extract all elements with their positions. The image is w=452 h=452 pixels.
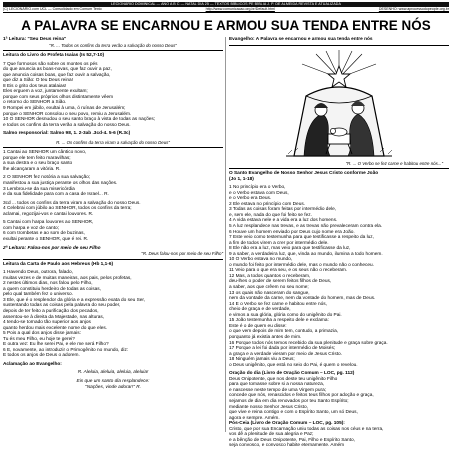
- text-line: agora e sempre. Amém.: [229, 415, 280, 421]
- text-line: que vive e reina contigo e com o Espírito Santo, um só Deus,: [229, 410, 358, 416]
- section-heading: 2ª Leitura: Falou-nos por meio de seu Filho: [3, 245, 101, 251]
- text-line: "Nações, vinde adorar!" R.: [85, 384, 141, 390]
- text-line: Cristo, que por sua Encarnação uniu todas as coisas nos céus e na terra,: [229, 426, 384, 432]
- text-line: 6 Houve um homem enviado por Deus cujo nome era João.: [229, 229, 355, 235]
- section-divider: [3, 50, 223, 51]
- text-line: 1 No princípio era o Verbo,: [229, 185, 286, 191]
- text-line: porquanto já existia antes de mim.: [229, 334, 302, 340]
- section-heading: Leitura da Carta de Paulo aos Hebreus (Hb 1,1-6): [3, 261, 114, 267]
- text-line: vos dê a plenitude de sua alegria e Paz;: [229, 432, 314, 438]
- text-line: "R. Deus falou-nos por meio de seu Filho": [141, 251, 223, 257]
- section-heading: Evangelho: A Palavra se encarnou e armou sua tenda entre nós: [229, 37, 373, 42]
- header-subline: [3, 7, 449, 13]
- text-line: R. Aleluia, aleluia, aleluia, aleluia!: [77, 370, 149, 376]
- text-line: e, sem ele, nada do que foi feito se fez.: [229, 212, 312, 218]
- page-title: A PALAVRA SE ENCARNOU E ARMOU SUA TENDA ENTRE NÓS: [21, 18, 431, 33]
- text-line: a fim de todos virem a crer por intermédio dele.: [229, 240, 329, 246]
- text-line: concede que nós, renascidos e feitos teus filhos por adoção e graça,: [229, 393, 374, 399]
- text-line: 3cd ... todos os confins da terra viram a salvação do nosso Deus.: [3, 200, 141, 206]
- section-heading: 1ª Leitura: "Seu Deus reina": [3, 37, 67, 42]
- section-heading: Aclamação ao Evangelho:: [3, 361, 62, 367]
- text-line: 13 os quais não nasceram do sangue,: [229, 290, 310, 296]
- text-line: e a bênção de Deus Onipotente, Pai, Filho e Espírito Santo,: [229, 437, 355, 443]
- text-line: quanto herdou mais excelente nome do que eles.: [3, 325, 108, 331]
- text-line: 6 com trombetas e ao som de buzinas,: [3, 231, 85, 237]
- text-line: mediante nosso Senhor Jesus Cristo,: [229, 404, 308, 410]
- text-line: 4 Celebrai com júbilo ao SENHOR, todos os confins da terra;: [3, 206, 132, 212]
- text-line: 5 Pois a qual dos anjos disse jamais:: [3, 331, 81, 337]
- text-line: 8 Eis o grito dos teus atalaias!: [3, 83, 67, 89]
- text-line: 3 Todas as coisas foram feitas por intermédio dele,: [229, 207, 337, 213]
- text-line: 16 Porque todos nós temos recebido da sua plenitude e graça sobre graça.: [229, 340, 388, 346]
- header-credit: (C) LECIONÁRIO.com UCL — Consolidado em Comum Texto: [3, 7, 102, 11]
- text-line: a quem constituiu herdeiro de todas as coisas,: [3, 286, 101, 292]
- text-line: 1 Havendo Deus, outrora, falado,: [3, 270, 73, 276]
- text-line: e vimos a sua glória, glória como do unigênito do Pai.: [229, 312, 342, 318]
- text-line: 11 Veio para o que era seu, e os seus não o receberam.: [229, 268, 348, 274]
- section-heading: Pós-Ceia (Livro de Oração Comum – LOC, pg. 105):: [229, 421, 345, 427]
- text-line: 7 Que formosos são sobre os montes os pés: [3, 61, 98, 67]
- text-line: 4 tendo-se tornado tão superior aos anjos: [3, 320, 91, 326]
- text-line: Deus Onipotente, que nos deste teu unigênito Filho: [229, 376, 338, 382]
- text-line: para que tomasse sobre si a nossa natureza,: [229, 382, 325, 388]
- text-line: 17 Porque a lei foi dada por intermédio de Moisés;: [229, 346, 336, 352]
- text-line: manifestou a sua justiça perante os olhos das nações.: [3, 181, 118, 187]
- section-divider: [229, 168, 449, 169]
- text-line: e o Verbo estava com Deus,: [229, 190, 289, 196]
- section-divider: [3, 147, 223, 148]
- text-line: 2 O SENHOR fez notória a sua salvação;: [3, 175, 91, 181]
- text-line: 18 Ninguém jamais viu a Deus;: [229, 357, 295, 363]
- text-line: que anuncia coisas boas, que faz ouvir a salvação,: [3, 72, 111, 78]
- text-line: o que vem depois de mim tem, contudo, a primazia,: [229, 329, 339, 335]
- text-line: 2 Ele estava no princípio com Deus.: [229, 201, 306, 207]
- text-line: 10 O Verbo estava no mundo,: [229, 257, 293, 263]
- section-divider: [3, 259, 223, 260]
- text-line: porque com seus próprios olhos distintamente vêem: [3, 94, 114, 100]
- text-line: depois de ter feito a purificação dos pecados,: [3, 308, 99, 314]
- text-line: 9 Rompei em júbilo, exultai à uma, ó ruínas de Jerusalém;: [3, 106, 126, 112]
- text-line: "R. ... Todos os confins da terra verão a salvação do nosso Deus": [49, 42, 177, 48]
- nativity-illustration: [229, 48, 449, 160]
- text-line: porque ele tem feito maravilhas;: [3, 155, 71, 161]
- section-divider: [229, 45, 449, 46]
- text-line: a sua destra e o seu braço santo: [3, 161, 73, 167]
- text-line: Tu és meu Filho, eu hoje te gerei?: [3, 336, 75, 342]
- header-bar: LECIONÁRIO DOMINICAL — ANO A B C — NATAL DIA 25 — TEXTOS BÍBLICOS PE BÍBLIA J. P. DE ALMEIDA REVISTA E ATUALIZADA: [3, 2, 449, 7]
- left-column: [3, 37, 226, 432]
- text-line: que diz a Sião: O teu Deus reina!: [3, 78, 73, 84]
- text-line: cheio de graça e de verdade,: [229, 307, 291, 313]
- section-heading: O Santo Evangelho de Nosso Senhor Jesus Cristo conforme João: [229, 171, 379, 177]
- header-link[interactable]: http://www.comunicacao.org.br/Default.html: [205, 7, 275, 11]
- text-line: a graça e a verdade vieram por meio de Jesus Cristo.: [229, 351, 342, 357]
- two-column-body: [3, 37, 449, 449]
- text-line: a saber, aos que crêem no seu nome;: [229, 285, 309, 291]
- text-line: 15 João testemunha a respeito dele e exclama:: [229, 318, 329, 324]
- text-line: Este é o de quem eu disse:: [229, 323, 287, 329]
- text-line: 1 Cantai ao SENHOR um cântico novo,: [3, 150, 87, 156]
- text-line: 7 Este veio como testemunha para que testificasse a respeito da luz,: [229, 235, 374, 241]
- text-line: do que anuncia as boas-novas, que faz ouvir a paz,: [3, 67, 112, 73]
- text-line: pelo qual também fez o universo.: [3, 292, 73, 298]
- text-line: exultai perante o SENHOR, que é rei. R.: [3, 236, 89, 242]
- text-line: 3 Ele, que é o resplendor da glória e a expressão exata do seu Ser,: [3, 297, 146, 303]
- text-line: 5 A luz resplandece nas trevas, e as trevas não prevaleceram contra ela.: [229, 224, 383, 230]
- text-line: sustentando todas as coisas pela palavra do seu poder,: [3, 303, 121, 309]
- text-line: Eles erguem a voz, juntamente exultam;: [3, 89, 88, 95]
- text-line: com harpa e voz de canto;: [3, 225, 59, 231]
- right-column: [226, 37, 449, 449]
- nativity-drawing-icon: [264, 48, 414, 160]
- text-line: sejamos de dia em dia renovados por teu Santo Espírito;: [229, 398, 349, 404]
- text-line: lhe alcançaram a vitória. R.: [3, 166, 61, 172]
- header-drawing-link[interactable]: DESENHO: www.aprocessodopeople.org.br: [378, 7, 449, 11]
- text-line: seja convosco, e convosco habite eternamente. Amém: [229, 443, 345, 449]
- text-line: assentou-se à direita da Majestade, nas alturas,: [3, 314, 105, 320]
- text-line: e todos os confins da terra verão a salvação do nosso Deus.: [3, 122, 131, 128]
- section-heading: (Jo 1, 1-18): [229, 176, 254, 182]
- text-line: porque o SENHOR consolou o seu povo, remiu a Jerusalém.: [3, 111, 132, 117]
- text-line: 4 A vida estava nele e a vida era a luz dos homens.: [229, 218, 338, 224]
- text-line: o retorno do SENHOR a Sião.: [3, 100, 67, 106]
- text-line: E todos os anjos de Deus o adorem.: [3, 353, 80, 359]
- illustration-caption: "R. ... O Verbo se fez carne e habitou entre nós...": [345, 160, 443, 166]
- text-line: e o Verbo era Deus.: [229, 196, 272, 202]
- text-line: deu-lhes o poder de serem feitos filhos de Deus,: [229, 279, 332, 285]
- text-line: 9 a saber, a verdadeira luz, que, vinda ao mundo, ilumina a todo homem.: [229, 251, 383, 257]
- gospel-text-block: [229, 168, 449, 449]
- text-line: o mundo foi feito por intermédio dele, mas o mundo não o conheceu.: [229, 262, 374, 268]
- text-line: 3 Lembrou-se da sua misericórdia: [3, 186, 75, 192]
- text-line: R. ... Os confins da terra viram a salvação do nosso Deus": [56, 139, 170, 145]
- text-line: 5 Cantai com harpa louvores ao SENHOR,: [3, 220, 94, 226]
- text-line: nem da vontade da carne, nem da vontade do homem, mas de Deus.: [229, 296, 376, 302]
- text-line: 12 Mas, a todos quantos o receberam,: [229, 273, 311, 279]
- text-line: E outra vez: Eu lhe serei Pai, e ele me será Filho?: [3, 342, 109, 348]
- text-line: aclamai, regozijai-vos e cantai louvores. R.: [3, 211, 94, 217]
- text-line: o Deus unigênito, que está no seio do Pai, é quem o revelou.: [229, 362, 358, 368]
- text-line: 14 E o Verbo se fez carne e habitou entre nós,: [229, 301, 327, 307]
- text-line: 8 Ele não era a luz, mas veio para que testificasse da luz,: [229, 246, 351, 252]
- gospel-heading-block: [229, 37, 449, 46]
- section-heading: Leitura do Livro do Profeta Isaías (Is 52,7-10): [3, 53, 105, 59]
- text-line: Eis que um santo dia resplandece:: [76, 378, 150, 384]
- text-line: 6 E, novamente, ao introduzir o Primogênito no mundo, diz:: [3, 347, 129, 353]
- text-line: 2 nestes últimos dias, nos falou pelo Filho,: [3, 281, 93, 287]
- section-heading: Salmo responsorial: Salmo 98, 1. 2-3ab .3cd-4. 5-6 (R.3c): [3, 131, 131, 137]
- section-heading: Oração do dia (Livro de Oração Comum – LOC, pg. 112): [229, 371, 355, 377]
- text-line: 10 O SENHOR desnudou o seu santo braço à vista de todas as nações;: [3, 117, 156, 123]
- text-line: e nascesse neste tempo de uma Virgem pura;: [229, 387, 327, 393]
- text-line: e da sua fidelidade para com a casa de Israel... R.: [3, 192, 109, 198]
- text-line: muitas vezes e de muitas maneiras, aos pais, pelos profetas,: [3, 275, 132, 281]
